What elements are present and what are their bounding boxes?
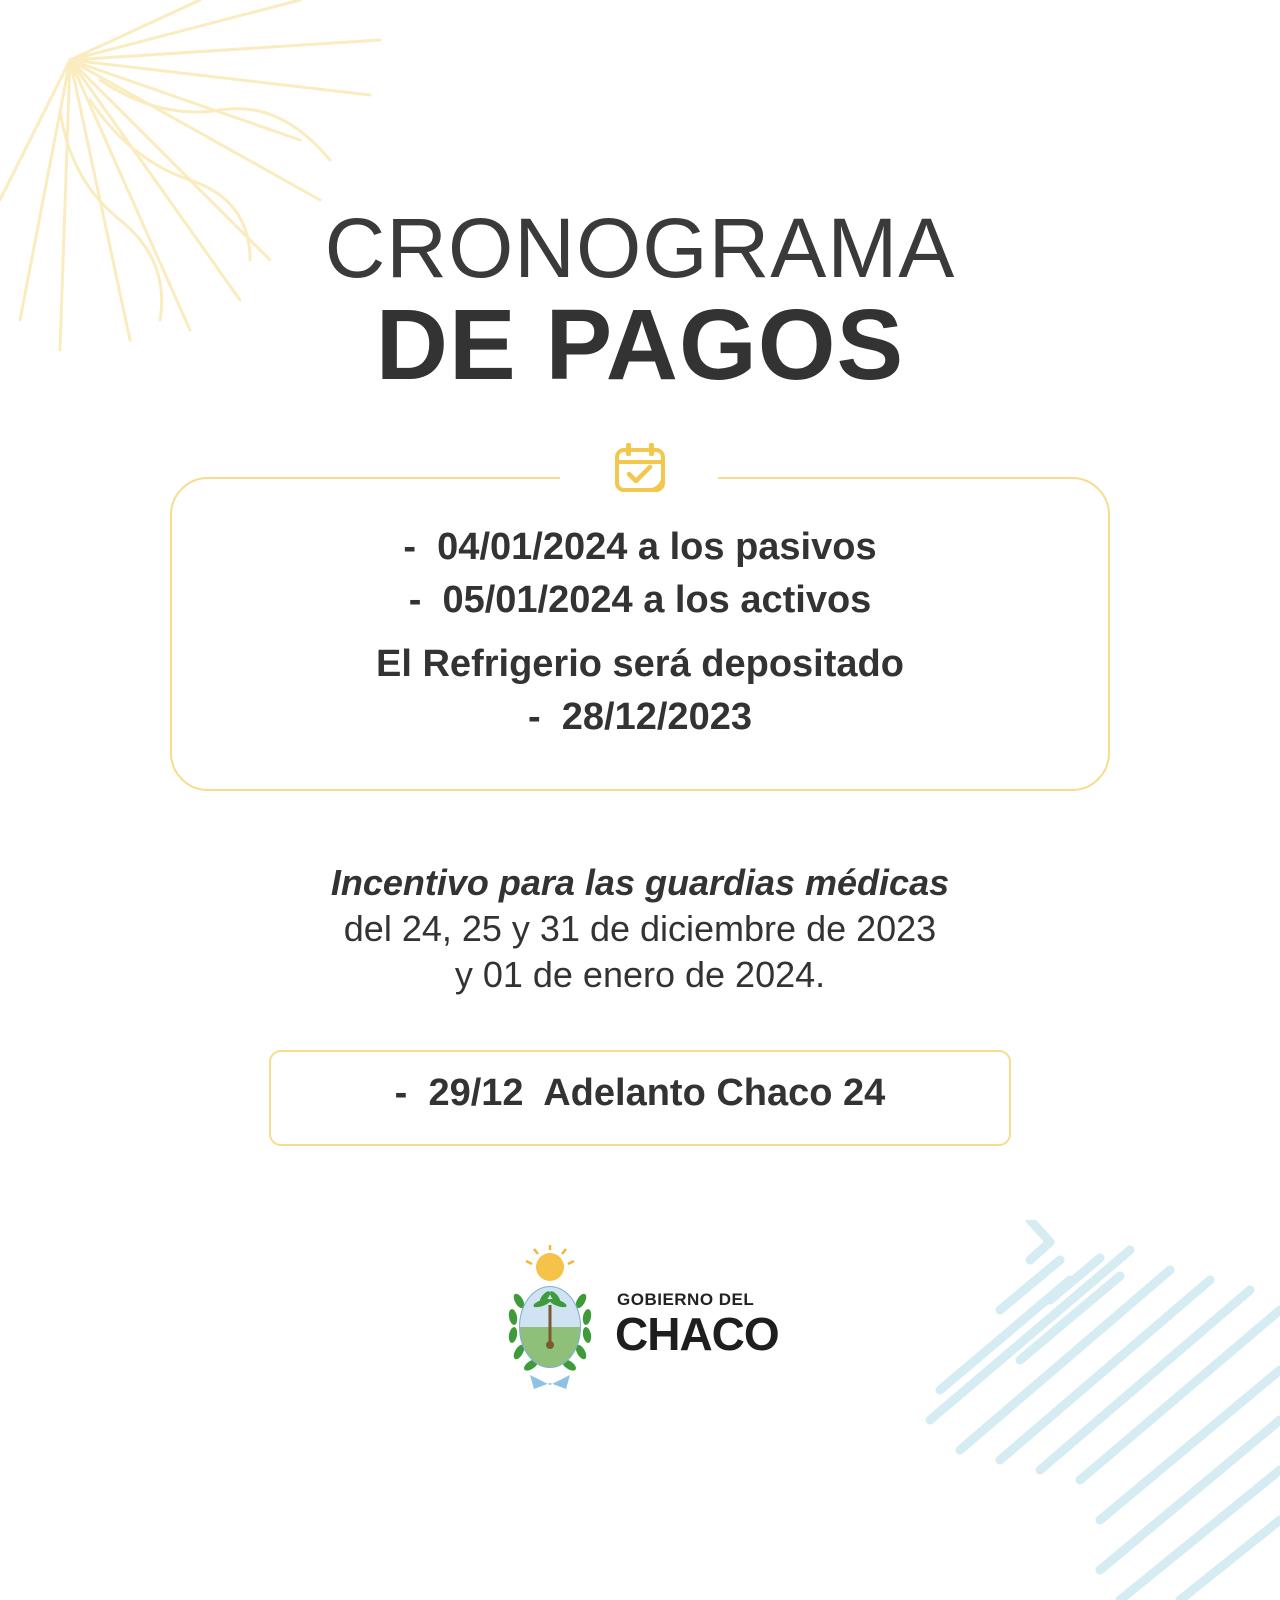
logo-small-text: GOBIERNO DEL <box>617 1290 755 1309</box>
logo-big-text: CHACO <box>615 1308 779 1360</box>
page-title-line2: DE PAGOS <box>375 289 905 401</box>
incentive-heading: Incentivo para las guardias médicas <box>330 862 950 903</box>
schedule-box <box>170 477 1110 791</box>
stripes-decoration <box>920 1220 1280 1600</box>
page-title-line1: CRONOGRAMA <box>324 201 956 295</box>
schedule-item-activos: - 05/01/2024 a los activos <box>408 579 872 621</box>
refrigerio-label: El Refrigerio será depositado <box>376 643 904 685</box>
gobierno-chaco-logo <box>505 1245 795 1400</box>
adelanto-text: - 29/12 Adelanto Chaco 24 <box>394 1072 886 1114</box>
chaco-coat-of-arms-icon <box>505 1245 595 1400</box>
incentive-dates-line2: y 01 de enero de 2024. <box>454 954 826 995</box>
schedule-item-pasivos: - 04/01/2024 a los pasivos <box>403 526 877 568</box>
incentive-dates-line1: del 24, 25 y 31 de diciembre de 2023 <box>343 908 937 949</box>
refrigerio-date: - 28/12/2023 <box>528 696 752 738</box>
calendar-check-icon <box>612 440 668 496</box>
